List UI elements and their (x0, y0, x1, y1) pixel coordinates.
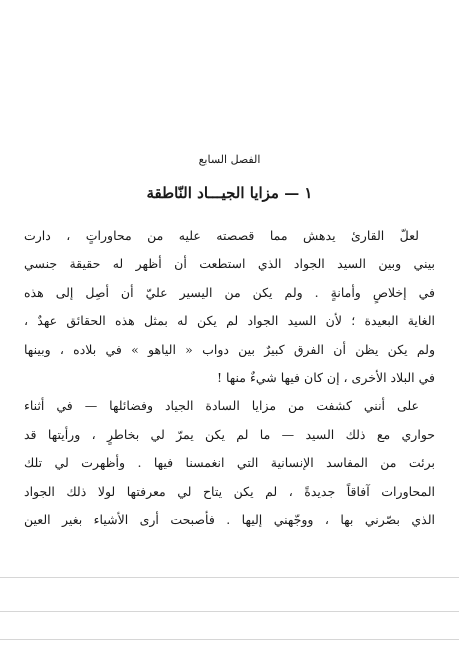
text-line: بيني وبين السيد الجواد الذي استطعت أن أظهر له حقيقة جنسي (24, 256, 435, 272)
text-line: الذي بصّرني بها ، ووجّهني إليها . فأصبحت أرى الأشياء بغير العين (24, 511, 435, 527)
divider (0, 611, 459, 612)
chapter-label: الفصل السابع (198, 153, 261, 166)
section-heading: ١ — مزايا الجيـــاد النّاطقة (146, 184, 313, 202)
divider (0, 577, 459, 578)
text-line: لعلّ القارئ يدهش مما قصصته عليه من محاوراتٍ ، دارت (24, 228, 419, 243)
text-line: في إخلاصٍ وأمانةٍ . ولم يكن من اليسير عليّ أن أصِل إلى هذه (24, 284, 435, 300)
text-line: حواري مع ذلك السيد — ما لم يكن يمرّ لي بخاطرٍ ، ورأيتها قد (24, 426, 435, 442)
text-line: في البلاد الأخرى ، إن كان فيها شيءٌ منها ! (216, 369, 435, 385)
text-line: ولم يكن يظن أن الفرق كبيرٌ بين دواب « الياهو » في بلاده ، وبينها (24, 341, 435, 357)
body-text (24, 222, 435, 534)
paragraph (24, 392, 435, 534)
divider (0, 639, 459, 640)
text-line: برئت من المفاسد الإنسانية التي انغمسنا فيها . وأظهرت لي تلك (24, 455, 435, 471)
text-line: على أنني كشفت من مزايا السادة الجياد وفضائلها — في أثناء (24, 398, 419, 414)
paragraph (24, 222, 435, 392)
text-line: الغاية البعيدة ؛ لأن السيد الجواد لم يكن له بمثل هذه الحقائق عهدٌ ، (24, 313, 435, 329)
text-line: المحاورات آفاقاً جديدةً ، لم يكن يتاح لي معرفتها لولا ذلك الجواد (24, 483, 435, 499)
